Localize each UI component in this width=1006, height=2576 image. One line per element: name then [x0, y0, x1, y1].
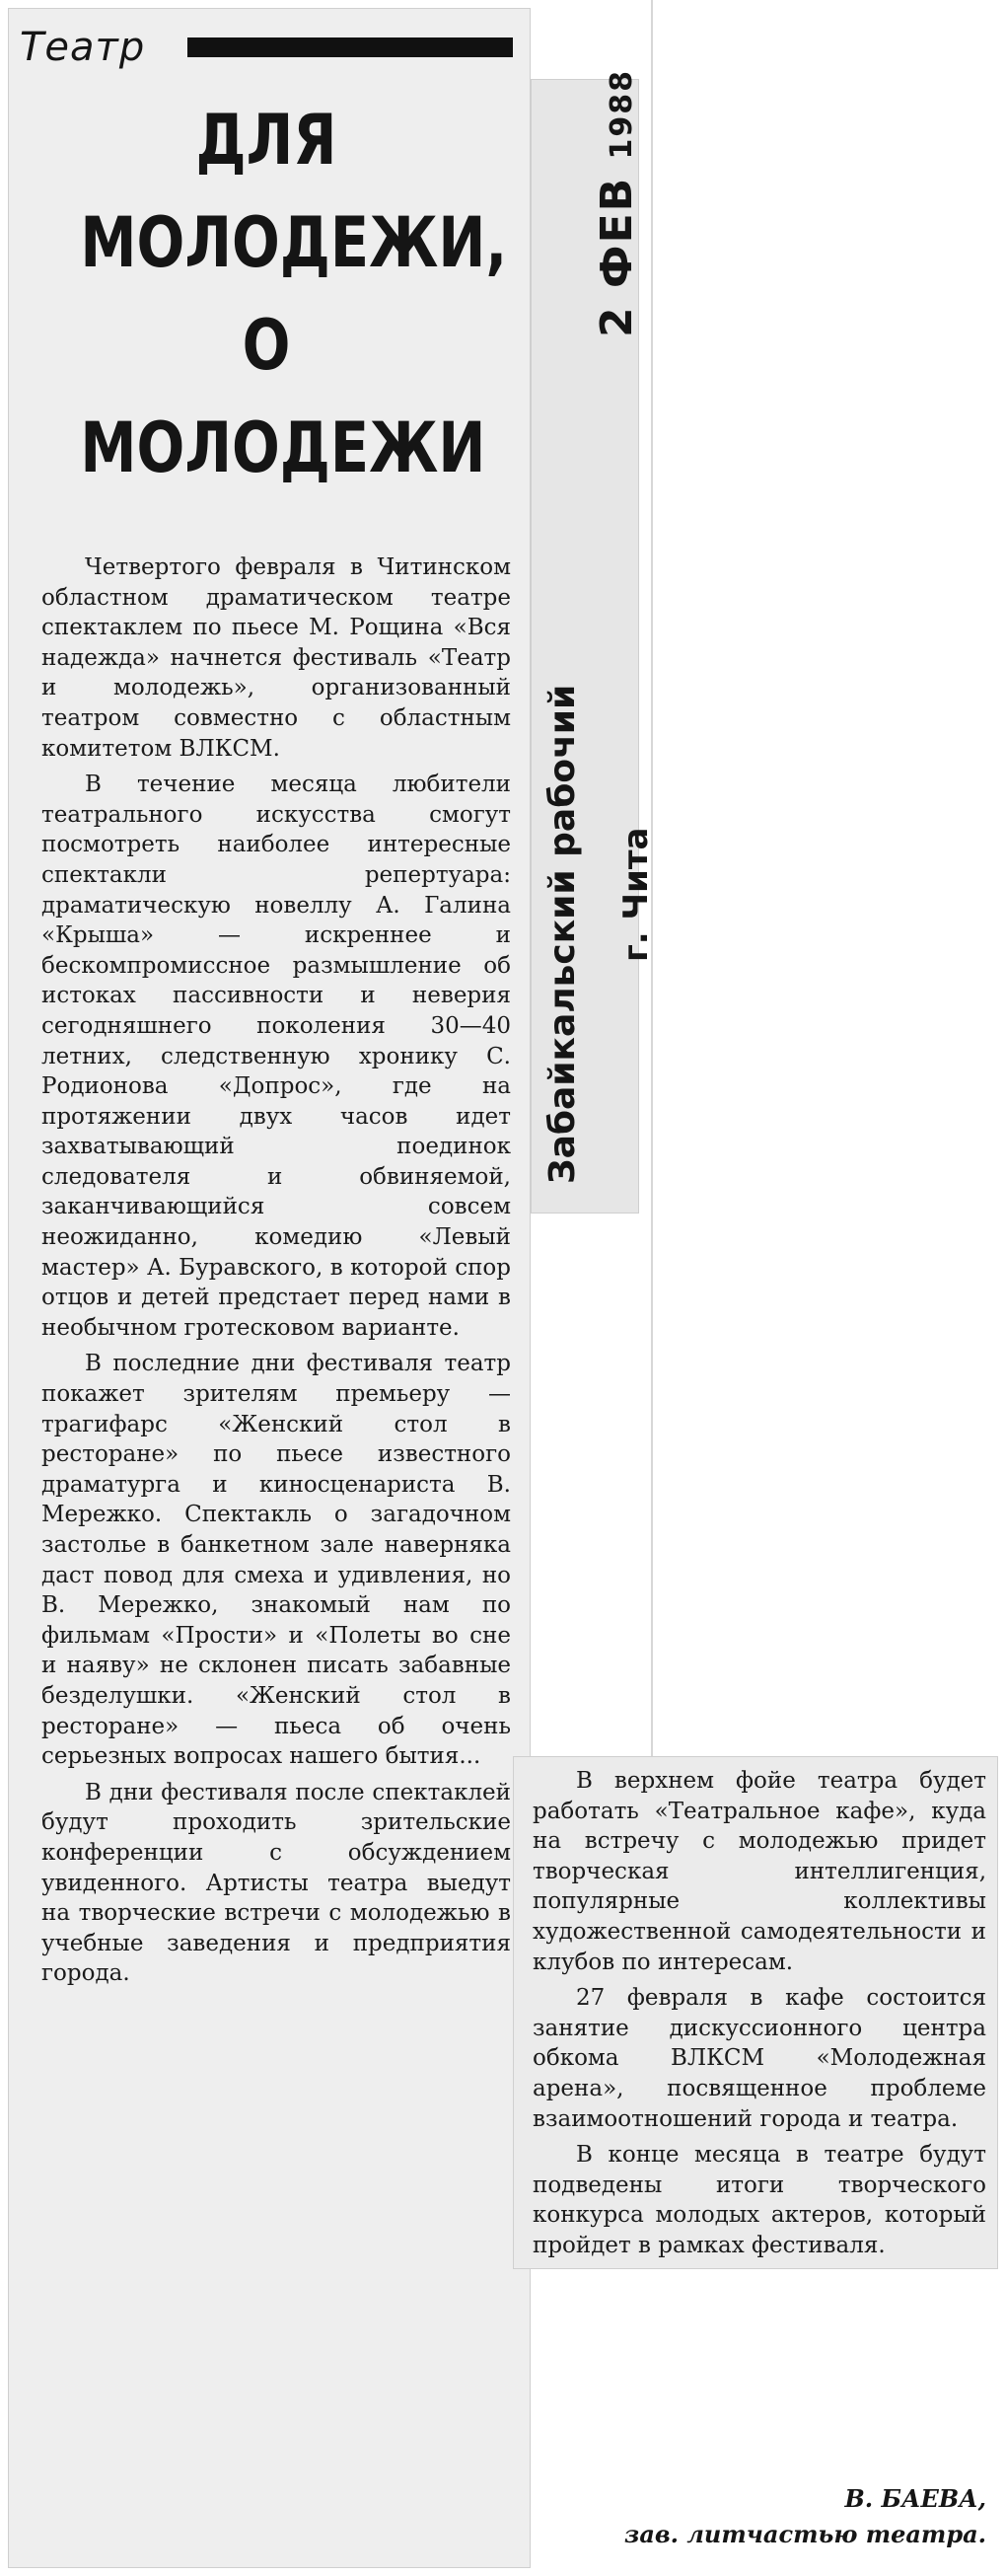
- headline-line: МОЛОДЕЖИ,: [80, 202, 508, 283]
- article-paragraph: В последние дни фестиваля театр покажет зрителям премьеру — трагифарс «Женский стол в ресторане» по пьесе известного драматурга и киносценариста В. Мережко. Спектакль о загадочном застолье в банкетном зале наверняка даст повод для смеха и удивления, но В. Мережко, знакомый нам по фильмам «Прости» и «Полеты во сне и наяву» не склонен писать забавные безделушки. «Женский стол в ресторане» — пьеса об очень серьезных вопросах нашего бытия...: [41, 1351, 511, 1770]
- article-main-column: [41, 552, 511, 1995]
- headline-line: МОЛОДЕЖИ: [80, 407, 486, 488]
- article-paragraph: В течение месяца любители театрального искусства смогут посмотреть наиболее интересные спектакли репертуара: драматическую новеллу А. Галина «Крыша» — искреннее и бескомпромиссное размышление об истоках пассивности и неверия сегодняшнего поколения 30—40 летних, следственную хронику С. Родионова «Допрос», где на протяжении двух часов идет захватывающий поединок следователя и обвиняемой, заканчивающийся совсем неожиданно, комедию «Левый мастер» А. Буравского, в которой спор отцов и детей предстает перед нами в необычном гротесковом варианте.: [41, 772, 511, 1341]
- headline: [80, 89, 508, 499]
- date-stamp: [592, 69, 642, 337]
- article-continued-column: [533, 1766, 986, 2267]
- date-stamp-year: 1988: [605, 69, 639, 160]
- author-signature: [624, 2481, 986, 2552]
- article-paragraph: В дни фестиваля после спектаклей будут проходить зрительские конференции с обсуждением увиденного. Артисты театра выедут на творческие встречи с молодежью в учебные заведения и предприятия города.: [41, 1779, 511, 1987]
- rubric-label: Театр: [20, 25, 146, 70]
- article-paragraph: В конце месяца в театре будут подведены итоги творческого конкурса молодых актеров, который пройдет в рамках фестиваля.: [533, 2142, 986, 2258]
- headline-line: О: [242, 305, 291, 386]
- date-stamp-day: 2 ФЕВ: [592, 176, 642, 337]
- article-paragraph: В верхнем фойе театра будет работать «Театральное кафе», куда на встречу с молодежью придет творческая интеллигенция, популярные коллективы художественной самодеятельности и клубов по интересам.: [533, 1768, 986, 1975]
- article-paragraph: Четвертого февраля в Читинском областном драматическом театре спектаклем по пьесе М. Рощина «Вся надежда» начнется фестиваль «Театр и молодежь», организованный театром совместно с областным комитетом ВЛКСМ.: [41, 554, 511, 762]
- rubric-rule: [187, 37, 513, 57]
- city-stamp: г. Чита: [616, 827, 656, 962]
- headline-line: ДЛЯ: [195, 100, 337, 181]
- author-name: В. БАЕВА,: [844, 2484, 986, 2513]
- article-paragraph: 27 февраля в кафе состоится занятие дискуссионного центра обкома ВЛКСМ «Молодежная арена», посвященное проблеме взаимоотношений города и театра.: [533, 1985, 986, 2132]
- newspaper-name-stamp: Забайкальский рабочий: [542, 684, 583, 1184]
- author-title: зав. литчастью театра.: [624, 2520, 986, 2548]
